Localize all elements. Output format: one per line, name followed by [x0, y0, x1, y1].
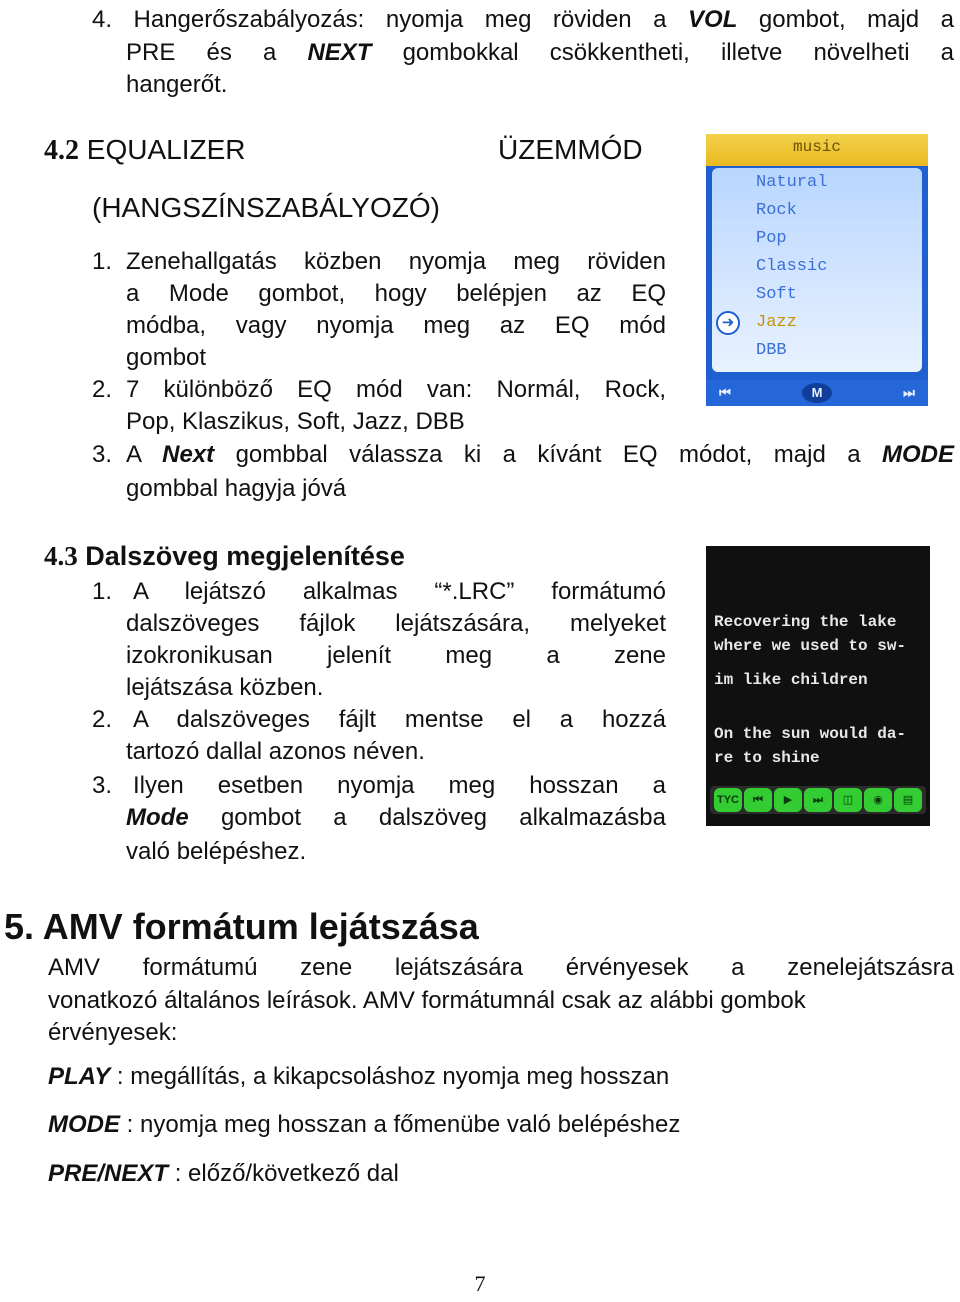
eq-item-1-line-3: módba, vagy nyomja meg az EQ mód	[126, 312, 666, 339]
skip-forward-icon: ⏭	[804, 788, 832, 812]
lyrics-line: im like children	[714, 671, 868, 689]
lyrics-item-1-line-2: dalszöveges fájlok lejátszására, melyeket	[126, 610, 666, 637]
amv-paragraph-line-1: AMV formátumú zene lejátszására érvényesek a zenelejátszásra	[48, 954, 954, 981]
eq-mode-item: DBB	[756, 341, 787, 360]
eq-item-3-line-2: gombbal hagyja jóvá	[126, 475, 347, 502]
key-row-pre-next: PRE/NEXT : előző/következő dal	[48, 1160, 399, 1187]
arrow-right-icon: ➜	[716, 311, 740, 335]
menu-icon: ▤	[894, 788, 922, 812]
lyrics-item-2-line-1: A dalszöveges fájlt mentse el a hozzá	[133, 706, 666, 733]
eq-heading-uzemmod: ÜZEMMÓD	[498, 134, 643, 165]
volume-line-3: hangerőt.	[126, 71, 228, 98]
eq-item-1-num: 1.	[92, 248, 113, 275]
amv-heading: 5. AMV formátum lejátszása	[4, 906, 479, 947]
lyrics-heading: 4.3 Dalszöveg megjelenítése	[44, 541, 405, 571]
play-icon: ▶	[774, 788, 802, 812]
lyrics-line: where we used to sw-	[714, 637, 907, 655]
eq-item-1-line-2: a Mode gombot, hogy belépjen az EQ	[126, 280, 666, 307]
lyrics-item-1-line-3: izokronikusan jelenít meg a zene	[126, 642, 666, 669]
lyrics-item-3-num: 3.	[92, 772, 113, 799]
lyrics-item-3-line-1: Ilyen esetben nyomja meg hosszan a	[133, 772, 666, 799]
eq-screen-title: music	[792, 138, 841, 156]
tyc-icon: TYC	[714, 788, 742, 812]
eq-item-1-line-4: gombot	[126, 344, 207, 371]
amv-paragraph-line-2: vonatkozó általános leírások. AMV formátumnál csak az alábbi gombok	[48, 987, 806, 1014]
eq-item-2-line-2: Pop, Klaszikus, Soft, Jazz, DBB	[126, 408, 465, 435]
lyrics-screenshot	[706, 546, 930, 826]
eq-screenshot	[706, 134, 928, 406]
eq-mode-item: Soft	[756, 285, 797, 304]
eq-mode-item: Pop	[756, 229, 787, 248]
eq-heading-line-1: 4.2 EQUALIZER	[44, 134, 246, 166]
lyrics-item-1-line-4: lejátszása közben.	[126, 674, 324, 701]
skip-back-icon: ⏮	[719, 385, 731, 400]
eq-mode-item: Natural	[756, 173, 828, 192]
mode-icon: M	[802, 383, 832, 403]
lyrics-controls	[710, 786, 926, 814]
lyrics-item-3-line-2: Mode gombot a dalszöveg alkalmazásba	[126, 804, 666, 831]
lyrics-item-1-num: 1.	[92, 578, 113, 605]
eq-item-1-line-1: Zenehallgatás közben nyomja meg röviden	[126, 248, 666, 275]
skip-forward-icon: ⏭	[903, 385, 915, 400]
eq-heading-line-2: (HANGSZÍNSZABÁLYOZÓ)	[92, 192, 440, 223]
eq-mode-item: Rock	[756, 201, 797, 220]
key-row-mode: MODE : nyomja meg hosszan a főmenübe való belépéshez	[48, 1111, 681, 1138]
lyrics-line: Recovering the lake	[714, 613, 897, 631]
lyrics-item-2-line-2: tartozó dallal azonos néven.	[126, 738, 425, 765]
page-number: 7	[474, 1271, 486, 1296]
eq-item-3-num: 3.	[92, 441, 113, 468]
lyrics-item-2-num: 2.	[92, 706, 113, 733]
eq-mode-list	[712, 168, 922, 372]
volume-line-1: 4. Hangerőszabályozás: nyomja meg röviden a VOL gombot, majd a	[92, 6, 955, 33]
lyrics-line: re to shine	[714, 749, 820, 767]
record-icon: ◉	[864, 788, 892, 812]
lyrics-line: On the sun would da-	[714, 725, 907, 743]
skip-back-icon: ⏮	[744, 788, 772, 812]
repeat-icon: ◫	[834, 788, 862, 812]
eq-screen-controls	[706, 380, 928, 406]
lyrics-item-3-line-3: való belépéshez.	[126, 838, 307, 865]
lyrics-item-1-line-1: A lejátszó alkalmas “*.LRC” formátumó	[133, 578, 666, 605]
key-row-play: PLAY : megállítás, a kikapcsoláshoz nyomja meg hosszan	[48, 1063, 670, 1090]
volume-line-2: PRE és a NEXT gombokkal csökkentheti, illetve növelheti a	[126, 39, 955, 66]
eq-item-3-line-1: A Next gombbal válassza ki a kívánt EQ módot, majd a MODE	[126, 441, 954, 468]
eq-screen-header	[706, 134, 928, 166]
eq-item-2-num: 2.	[92, 376, 113, 403]
eq-item-2-line-1: 7 különböző EQ mód van: Normál, Rock,	[126, 376, 666, 403]
amv-paragraph-line-3: érvényesek:	[48, 1019, 178, 1046]
eq-mode-item-selected: Jazz	[756, 313, 797, 332]
eq-mode-item: Classic	[756, 257, 828, 276]
